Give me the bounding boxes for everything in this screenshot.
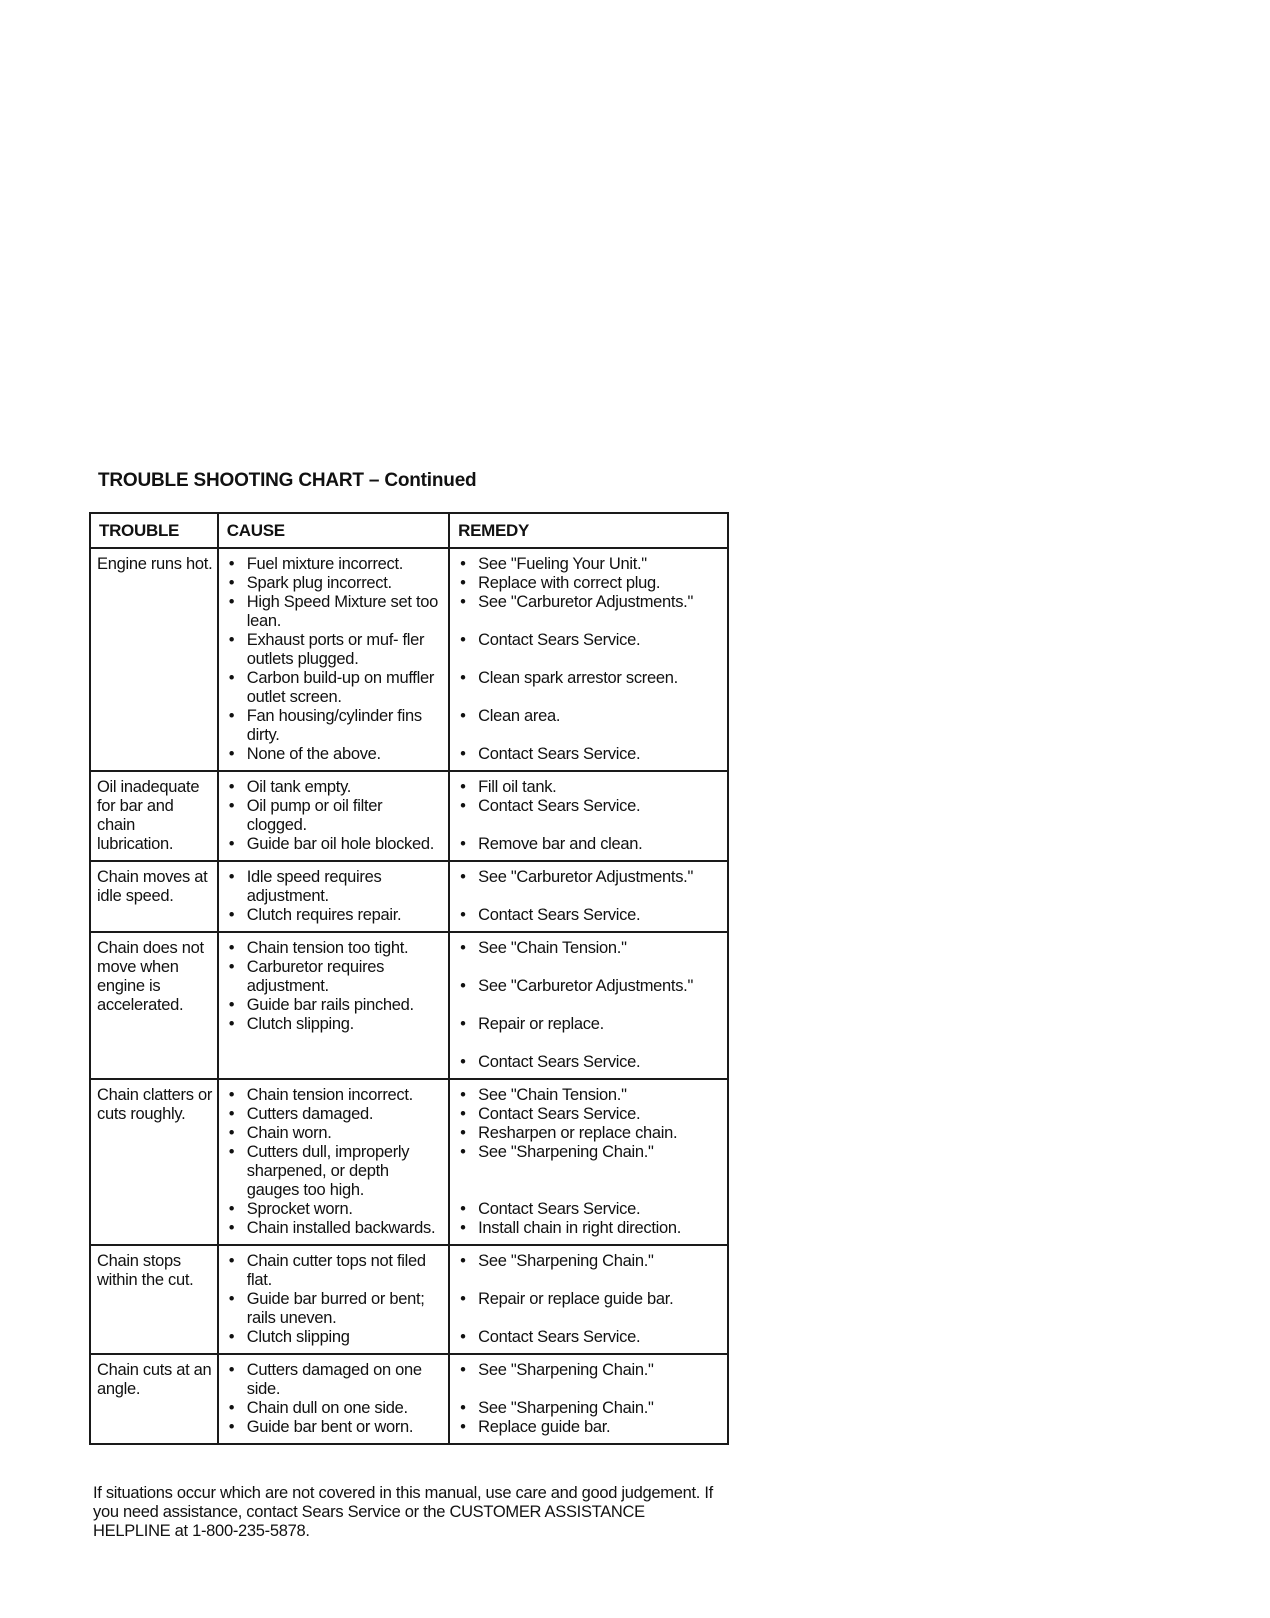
cause-item: • Chain cutter tops not filed flat. bbox=[225, 1252, 444, 1290]
trouble-cell: Engine runs hot. bbox=[90, 548, 218, 771]
remedy-item: • Contact Sears Service. bbox=[456, 631, 723, 650]
remedy-item: • See "Sharpening Chain." bbox=[456, 1143, 723, 1162]
list-spacer bbox=[456, 887, 723, 906]
remedy-cell-list bbox=[456, 1086, 723, 1238]
table-row bbox=[90, 932, 728, 1079]
table-body bbox=[90, 548, 728, 1444]
list-spacer bbox=[456, 996, 723, 1015]
remedy-item: • Contact Sears Service. bbox=[456, 1053, 723, 1072]
cause-item: • Cutters damaged. bbox=[225, 1105, 444, 1124]
remedy-item: • Contact Sears Service. bbox=[456, 745, 723, 764]
remedy-item: • See "Chain Tension." bbox=[456, 1086, 723, 1105]
remedy-item: • See "Sharpening Chain." bbox=[456, 1361, 723, 1380]
remedy-cell-list bbox=[456, 939, 723, 1072]
list-spacer bbox=[456, 1034, 723, 1053]
remedy-item: • See "Fueling Your Unit." bbox=[456, 555, 723, 574]
table-row bbox=[90, 771, 728, 861]
remedy-item: • Contact Sears Service. bbox=[456, 906, 723, 925]
cause-item: • Clutch slipping. bbox=[225, 1015, 444, 1034]
cause-cell-list bbox=[225, 868, 444, 925]
cause-item: • Fuel mixture incorrect. bbox=[225, 555, 444, 574]
list-spacer bbox=[456, 650, 723, 669]
remedy-item: • See "Chain Tension." bbox=[456, 939, 723, 958]
cause-item: • Carburetor requires adjustment. bbox=[225, 958, 444, 996]
cause-item: • Sprocket worn. bbox=[225, 1200, 444, 1219]
remedy-item: • Resharpen or replace chain. bbox=[456, 1124, 723, 1143]
cause-cell bbox=[218, 1079, 449, 1245]
cause-item: • Chain tension incorrect. bbox=[225, 1086, 444, 1105]
remedy-cell bbox=[449, 932, 728, 1079]
trouble-cell: Oil inadequate for bar and chain lubrication. bbox=[90, 771, 218, 861]
cause-cell-list bbox=[225, 555, 444, 764]
list-spacer bbox=[456, 1309, 723, 1328]
cause-cell bbox=[218, 1245, 449, 1354]
trouble-shooting-table bbox=[89, 512, 729, 1445]
cause-item: • None of the above. bbox=[225, 745, 444, 764]
list-spacer bbox=[456, 1181, 723, 1200]
cause-item: • Idle speed requires adjustment. bbox=[225, 868, 444, 906]
cause-item: • Guide bar rails pinched. bbox=[225, 996, 444, 1015]
remedy-item: • See "Carburetor Adjustments." bbox=[456, 977, 723, 996]
remedy-cell-list bbox=[456, 778, 723, 854]
trouble-cell: Chain cuts at an angle. bbox=[90, 1354, 218, 1444]
remedy-cell bbox=[449, 548, 728, 771]
list-spacer bbox=[456, 1271, 723, 1290]
trouble-cell: Chain moves at idle speed. bbox=[90, 861, 218, 932]
trouble-cell: Chain stops within the cut. bbox=[90, 1245, 218, 1354]
cause-item: • Chain installed backwards. bbox=[225, 1219, 444, 1238]
table-row bbox=[90, 548, 728, 771]
cause-cell bbox=[218, 771, 449, 861]
cause-item: • Chain dull on one side. bbox=[225, 1399, 444, 1418]
remedy-item: • Contact Sears Service. bbox=[456, 1105, 723, 1124]
cause-cell-list bbox=[225, 1086, 444, 1238]
cause-item: • Oil tank empty. bbox=[225, 778, 444, 797]
trouble-cell: Chain clatters or cuts roughly. bbox=[90, 1079, 218, 1245]
list-spacer bbox=[456, 726, 723, 745]
table-row bbox=[90, 1079, 728, 1245]
trouble-cell: Chain does not move when engine is accelerated. bbox=[90, 932, 218, 1079]
table-header-row bbox=[90, 513, 728, 548]
cause-cell bbox=[218, 861, 449, 932]
remedy-cell-list bbox=[456, 868, 723, 925]
cause-cell bbox=[218, 1354, 449, 1444]
remedy-item: • Install chain in right direction. bbox=[456, 1219, 723, 1238]
cause-item: • Chain worn. bbox=[225, 1124, 444, 1143]
cause-cell-list bbox=[225, 939, 444, 1034]
cause-cell-list bbox=[225, 1252, 444, 1347]
cause-cell bbox=[218, 932, 449, 1079]
cause-item: • Cutters damaged on one side. bbox=[225, 1361, 444, 1399]
table-row bbox=[90, 1354, 728, 1444]
remedy-item: • Contact Sears Service. bbox=[456, 1200, 723, 1219]
cause-cell bbox=[218, 548, 449, 771]
remedy-cell-list bbox=[456, 1361, 723, 1437]
list-spacer bbox=[456, 688, 723, 707]
remedy-item: • Clean area. bbox=[456, 707, 723, 726]
trouble-column-header: TROUBLE bbox=[90, 513, 218, 548]
cause-item: • Cutters dull, improperly sharpened, or depth gauges too high. bbox=[225, 1143, 444, 1200]
remedy-item: • Contact Sears Service. bbox=[456, 797, 723, 816]
list-spacer bbox=[456, 958, 723, 977]
remedy-cell-list bbox=[456, 555, 723, 764]
remedy-cell bbox=[449, 1354, 728, 1444]
page-title: TROUBLE SHOOTING CHART – Continued bbox=[98, 470, 477, 491]
cause-item: • High Speed Mixture set too lean. bbox=[225, 593, 444, 631]
cause-item: • Spark plug incorrect. bbox=[225, 574, 444, 593]
list-spacer bbox=[456, 1380, 723, 1399]
remedy-cell-list bbox=[456, 1252, 723, 1347]
remedy-item: • Replace guide bar. bbox=[456, 1418, 723, 1437]
remedy-item: • Repair or replace guide bar. bbox=[456, 1290, 723, 1309]
table-row bbox=[90, 861, 728, 932]
remedy-cell bbox=[449, 771, 728, 861]
remedy-item: • Fill oil tank. bbox=[456, 778, 723, 797]
cause-item: • Guide bar bent or worn. bbox=[225, 1418, 444, 1437]
cause-item: • Oil pump or oil filter clogged. bbox=[225, 797, 444, 835]
cause-cell-list bbox=[225, 778, 444, 854]
cause-item: • Chain tension too tight. bbox=[225, 939, 444, 958]
remedy-cell bbox=[449, 1079, 728, 1245]
cause-item: • Clutch requires repair. bbox=[225, 906, 444, 925]
cause-item: • Carbon build-up on muffler outlet screen. bbox=[225, 669, 444, 707]
remedy-item: • See "Sharpening Chain." bbox=[456, 1399, 723, 1418]
remedy-item: • Remove bar and clean. bbox=[456, 835, 723, 854]
cause-item: • Fan housing/cylinder fins dirty. bbox=[225, 707, 444, 745]
remedy-item: • Repair or replace. bbox=[456, 1015, 723, 1034]
cause-item: • Guide bar oil hole blocked. bbox=[225, 835, 444, 854]
cause-item: • Guide bar burred or bent; rails uneven. bbox=[225, 1290, 444, 1328]
remedy-item: • See "Sharpening Chain." bbox=[456, 1252, 723, 1271]
cause-item: • Exhaust ports or muf- fler outlets plugged. bbox=[225, 631, 444, 669]
remedy-item: • See "Carburetor Adjustments." bbox=[456, 593, 723, 612]
remedy-item: • Replace with correct plug. bbox=[456, 574, 723, 593]
footer-note: If situations occur which are not covered in this manual, use care and good judgement. If you need assistance, contact Sears Service or the CUSTOMER ASSISTANCE HELPLINE at 1-800-235-5878. bbox=[93, 1484, 713, 1540]
list-spacer bbox=[456, 1162, 723, 1181]
list-spacer bbox=[456, 612, 723, 631]
cause-cell-list bbox=[225, 1361, 444, 1437]
cause-column-header: CAUSE bbox=[218, 513, 449, 548]
table-row bbox=[90, 1245, 728, 1354]
remedy-item: • See "Carburetor Adjustments." bbox=[456, 868, 723, 887]
remedy-item: • Contact Sears Service. bbox=[456, 1328, 723, 1347]
list-spacer bbox=[456, 816, 723, 835]
remedy-cell bbox=[449, 861, 728, 932]
cause-item: • Clutch slipping bbox=[225, 1328, 444, 1347]
remedy-cell bbox=[449, 1245, 728, 1354]
remedy-column-header: REMEDY bbox=[449, 513, 728, 548]
remedy-item: • Clean spark arrestor screen. bbox=[456, 669, 723, 688]
